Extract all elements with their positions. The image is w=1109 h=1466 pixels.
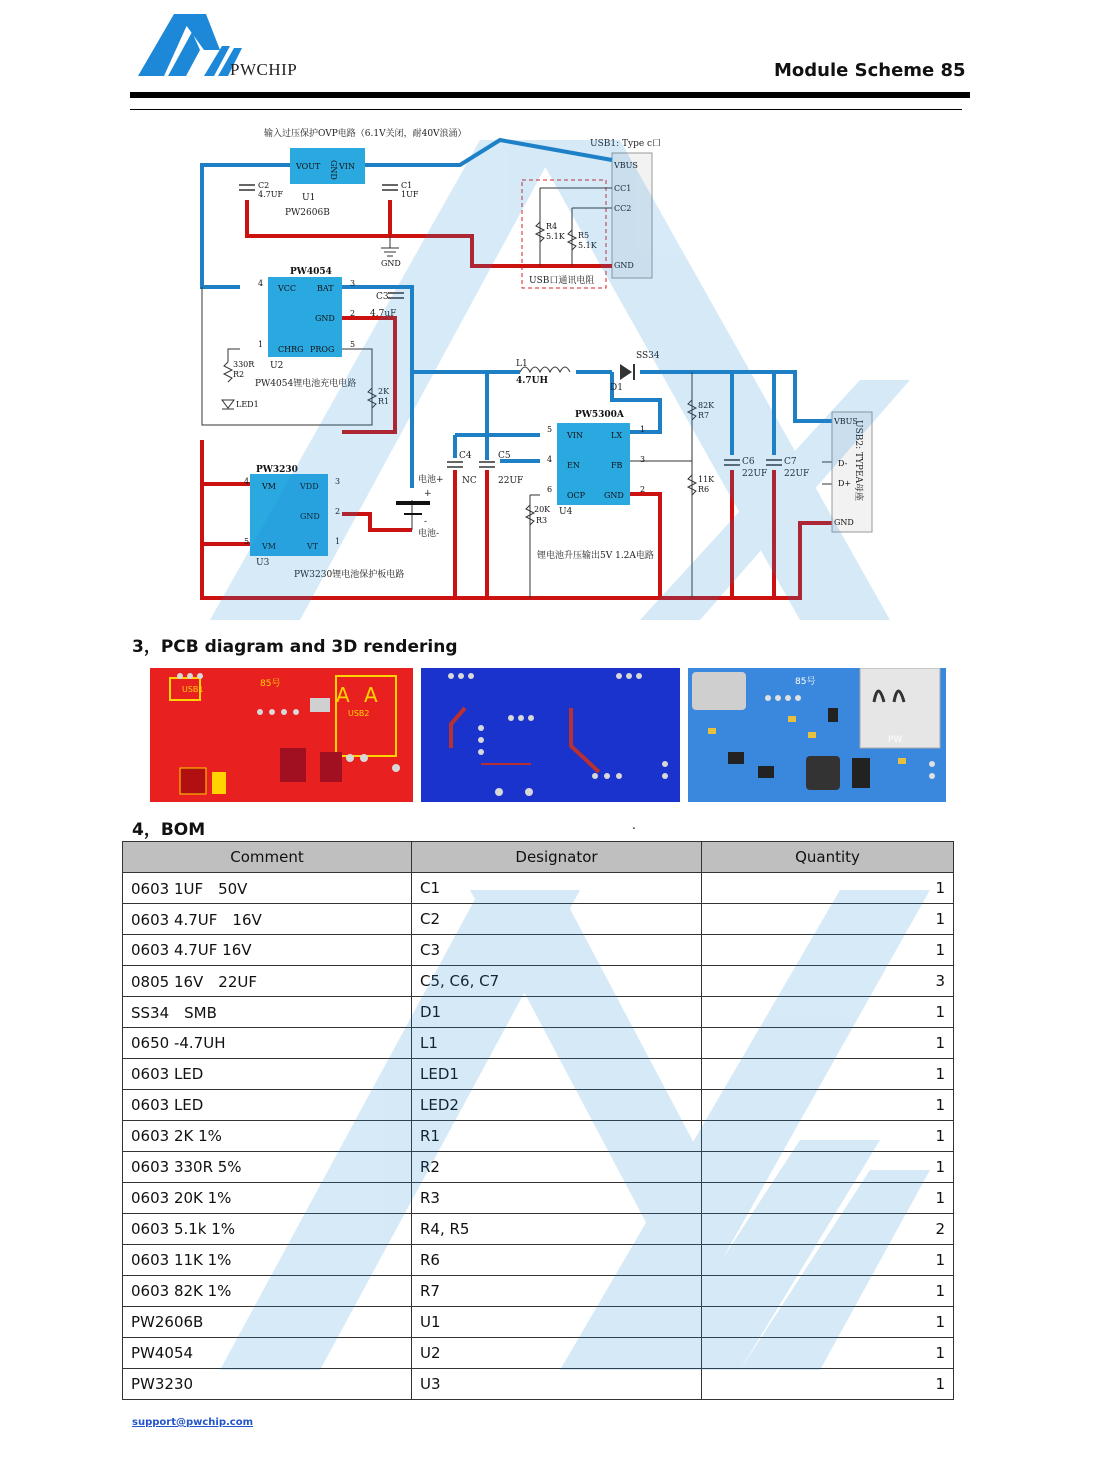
bom-row — [123, 1307, 954, 1338]
u4-pin-gnd: GND — [604, 491, 624, 500]
bom-row — [123, 904, 954, 935]
c2-value: 4.7UF — [258, 190, 284, 199]
bom-row — [123, 997, 954, 1028]
bom-cell-designator: R4, R5 — [412, 1214, 702, 1245]
bom-cell-designator: U3 — [412, 1369, 702, 1400]
circuit-schematic — [0, 0, 1109, 620]
u4-pinnum-3: 3 — [640, 455, 646, 464]
u1-pin-gnd: GND — [329, 160, 338, 180]
r6-value: 11K — [698, 475, 715, 484]
bom-row — [123, 1059, 954, 1090]
led1-ref: LED1 — [236, 400, 259, 409]
usb2-pin-dplus: D+ — [838, 479, 852, 488]
bom-cell-designator: U2 — [412, 1338, 702, 1369]
c7-ref: C7 — [784, 457, 797, 467]
bom-row — [123, 1214, 954, 1245]
pcb1-letter-a-left: A — [336, 683, 350, 707]
pcb1-usb1-label: USB1 — [182, 685, 204, 694]
r1-value: 2K — [378, 387, 390, 396]
bom-cell-quantity: 1 — [702, 1090, 954, 1121]
usb2-pin-vbus: VBUS — [834, 417, 858, 426]
bom-cell-designator: LED2 — [412, 1090, 702, 1121]
u4-pin-ocp: OCP — [567, 491, 586, 500]
bom-cell-designator: C1 — [412, 873, 702, 904]
r2-value: 330R — [233, 360, 255, 369]
bom-cell-comment: 0603 11K 1% — [123, 1245, 412, 1276]
r5-value: 5.1K — [578, 241, 597, 250]
bom-row — [123, 1276, 954, 1307]
bom-cell-comment: 0805 16V 22UF — [123, 966, 412, 997]
usb1-pin-cc2: CC2 — [614, 204, 632, 213]
u2-pinnum-1: 1 — [258, 340, 264, 349]
u4-pin-vin: VIN — [567, 431, 583, 440]
u1-pin-vout: VOUT — [296, 162, 321, 171]
u4-pinnum-1: 1 — [640, 425, 646, 434]
bom-row — [123, 1183, 954, 1214]
battery-plus-sign: + — [424, 489, 432, 499]
u3-pin-gnd: GND — [300, 512, 320, 521]
pcb3-pw-label: PW — [888, 735, 903, 745]
r2-ref: R2 — [233, 370, 245, 379]
u4-pinnum-6: 6 — [547, 485, 553, 494]
u2-name: PW4054 — [290, 267, 332, 277]
c1-value: 1UF — [401, 190, 419, 199]
pcb1-letter-a-right: A — [364, 683, 378, 707]
protect-caption: PW3230锂电池保护板电路 — [294, 570, 405, 580]
r6-ref: R6 — [698, 485, 710, 494]
bom-cell-comment: PW3230 — [123, 1369, 412, 1400]
u4-pinnum-4: 4 — [547, 455, 553, 464]
ovp-title: 输入过压保护OVP电路（6.1V关闭，耐40V浪涌） — [264, 129, 467, 139]
pcb3-board-number: 85号 — [795, 677, 816, 687]
pcb1-board-number: 85号 — [260, 679, 281, 689]
bom-cell-designator: R6 — [412, 1245, 702, 1276]
c3-value: 4.7uF — [370, 309, 397, 319]
bom-cell-quantity: 1 — [702, 1121, 954, 1152]
usb-cc-label: USB口通讯电阻 — [529, 276, 595, 286]
bom-row — [123, 966, 954, 997]
bom-row — [123, 1245, 954, 1276]
u2-pinnum-2: 2 — [350, 309, 356, 318]
boost-caption: 锂电池升压输出5V 1.2A电路 — [537, 551, 654, 561]
c5-value: 22UF — [498, 476, 524, 486]
bom-cell-designator: C2 — [412, 904, 702, 935]
usb2-label: USB2: TYPEA母座 — [853, 420, 863, 502]
l1-ref: L1 — [516, 359, 528, 369]
section3-title: 3，PCB diagram and 3D rendering — [132, 637, 458, 657]
usb1-pin-vbus: VBUS — [614, 161, 638, 170]
u3-pinnum-1: 1 — [335, 537, 341, 546]
bom-cell-comment: PW4054 — [123, 1338, 412, 1369]
u4-pin-lx: LX — [611, 431, 623, 440]
bom-cell-designator: R7 — [412, 1276, 702, 1307]
usb1-pin-cc1: CC1 — [614, 184, 632, 193]
bom-cell-comment: 0603 LED — [123, 1059, 412, 1090]
usb1-title: USB1: Type c口 — [590, 139, 662, 149]
bom-cell-designator: R2 — [412, 1152, 702, 1183]
c2-ref: C2 — [258, 181, 270, 190]
bom-cell-comment: 0603 82K 1% — [123, 1276, 412, 1307]
c4-ref: C4 — [459, 451, 472, 461]
r5-ref: R5 — [578, 231, 590, 240]
pcb-bottom-image — [421, 668, 680, 802]
u3-pinnum-4: 4 — [244, 477, 250, 486]
u2-pin-bat: BAT — [317, 284, 334, 293]
bom-cell-quantity: 2 — [702, 1214, 954, 1245]
r4-value: 5.1K — [546, 232, 565, 241]
c3-ref: C3 — [376, 292, 389, 302]
bom-cell-quantity: 1 — [702, 1338, 954, 1369]
u2-pinnum-4: 4 — [258, 279, 264, 288]
bom-table — [122, 841, 954, 1400]
bom-row — [123, 1090, 954, 1121]
u4-pinnum-2: 2 — [640, 485, 646, 494]
u3-pin-vt: VT — [307, 542, 319, 551]
bom-cell-quantity: 1 — [702, 873, 954, 904]
bom-cell-quantity: 1 — [702, 1245, 954, 1276]
r4-ref: R4 — [546, 222, 558, 231]
bom-cell-comment: 0603 330R 5% — [123, 1152, 412, 1183]
usb1-pin-gnd: GND — [614, 261, 634, 270]
r3-ref: R3 — [536, 516, 548, 525]
pcb1-usb2-label: USB2 — [348, 709, 370, 718]
bom-cell-comment: 0603 4.7UF 16V — [123, 904, 412, 935]
u2-pin-chrg: CHRG — [278, 345, 304, 354]
bom-cell-comment: 0603 1UF 50V — [123, 873, 412, 904]
bom-cell-quantity: 1 — [702, 1028, 954, 1059]
bom-cell-quantity: 1 — [702, 1059, 954, 1090]
u2-pinnum-3: 3 — [350, 279, 356, 288]
bom-cell-designator: D1 — [412, 997, 702, 1028]
bom-cell-quantity: 1 — [702, 997, 954, 1028]
usb2-pin-gnd: GND — [834, 518, 854, 527]
bom-row — [123, 873, 954, 904]
c6-ref: C6 — [742, 457, 755, 467]
bom-cell-designator: C5, C6, C7 — [412, 966, 702, 997]
u4-ref: U4 — [559, 507, 573, 517]
bom-cell-designator: R3 — [412, 1183, 702, 1214]
bom-cell-quantity: 1 — [702, 1307, 954, 1338]
u3-pinnum-3: 3 — [335, 477, 341, 486]
bom-cell-comment: 0603 20K 1% — [123, 1183, 412, 1214]
u3-pin-vm2: VM — [262, 542, 276, 551]
bom-cell-designator: U1 — [412, 1307, 702, 1338]
support-email-link[interactable]: support@pwchip.com — [132, 1417, 254, 1428]
battery-minus-sign: - — [424, 517, 428, 527]
bom-row — [123, 1121, 954, 1152]
bom-cell-quantity: 1 — [702, 1183, 954, 1214]
r7-ref: R7 — [698, 411, 710, 420]
bom-header-quantity: Quantity — [702, 842, 954, 873]
bom-header-comment: Comment — [123, 842, 412, 873]
bom-cell-designator: L1 — [412, 1028, 702, 1059]
u2-pinnum-5: 5 — [350, 340, 356, 349]
d1-part: SS34 — [636, 351, 660, 361]
u3-name: PW3230 — [256, 465, 298, 475]
bom-row — [123, 1028, 954, 1059]
pcb-3d-render-image — [688, 668, 946, 802]
gnd-label: GND — [381, 259, 401, 268]
bom-header-designator: Designator — [412, 842, 702, 873]
bom-cell-designator: LED1 — [412, 1059, 702, 1090]
u1-ref: U1 — [302, 193, 316, 203]
bom-header-row — [123, 842, 954, 873]
u3-ref: U3 — [256, 558, 270, 568]
u2-ref: U2 — [270, 361, 284, 371]
u4-pin-fb: FB — [611, 461, 623, 470]
u4-pin-en: EN — [567, 461, 580, 470]
bom-row — [123, 1338, 954, 1369]
u2-pin-gnd: GND — [315, 314, 335, 323]
bom-cell-comment: 0603 LED — [123, 1090, 412, 1121]
u3-pinnum-2: 2 — [335, 507, 341, 516]
c4-value: NC — [462, 476, 477, 486]
bom-cell-quantity: 1 — [702, 1369, 954, 1400]
bom-cell-comment: SS34 SMB — [123, 997, 412, 1028]
section4-title: 4，BOM — [132, 820, 206, 840]
u2-pin-vcc: VCC — [278, 284, 297, 293]
bom-cell-quantity: 1 — [702, 1276, 954, 1307]
bom-row — [123, 1369, 954, 1400]
battery-neg-label: 电池- — [418, 529, 440, 539]
u1-name: PW2606B — [285, 208, 330, 218]
c5-ref: C5 — [498, 451, 511, 461]
pcb-top-image — [150, 668, 413, 802]
bom-row — [123, 1152, 954, 1183]
r3-value: 20K — [534, 505, 551, 514]
bom-cell-comment: 0603 5.1k 1% — [123, 1214, 412, 1245]
bom-row — [123, 935, 954, 966]
u4-name: PW5300A — [575, 410, 624, 420]
c1-ref: C1 — [401, 181, 413, 190]
bom-cell-quantity: 1 — [702, 935, 954, 966]
u2-pin-prog: PROG — [310, 345, 335, 354]
bom-cell-comment: PW2606B — [123, 1307, 412, 1338]
brand-name: PWCHIP — [230, 60, 298, 79]
stray-dot: . — [632, 818, 636, 832]
battery-pos-label: 电池+ — [418, 475, 444, 485]
bom-cell-quantity: 1 — [702, 904, 954, 935]
bom-cell-comment: 0603 2K 1% — [123, 1121, 412, 1152]
charger-caption: PW4054锂电池充电电路 — [255, 379, 357, 389]
u3-pin-vdd: VDD — [300, 482, 319, 491]
c6-value: 22UF — [742, 469, 768, 479]
bom-cell-comment: 0603 4.7UF 16V — [123, 935, 412, 966]
bom-cell-designator: C3 — [412, 935, 702, 966]
usb2-pin-dminus: D- — [838, 459, 848, 468]
bom-cell-designator: R1 — [412, 1121, 702, 1152]
r1-ref: R1 — [378, 397, 390, 406]
l1-value: 4.7UH — [516, 376, 549, 386]
bom-cell-comment: 0650 -4.7UH — [123, 1028, 412, 1059]
d1-ref: D1 — [610, 383, 623, 393]
u3-pin-vm: VM — [262, 482, 276, 491]
bom-cell-quantity: 1 — [702, 1152, 954, 1183]
u4-pinnum-5: 5 — [547, 425, 553, 434]
u1-pin-vin: VIN — [339, 162, 355, 171]
document-title: Module Scheme 85 — [774, 60, 966, 81]
bom-cell-quantity: 3 — [702, 966, 954, 997]
u3-pinnum-5: 5 — [244, 537, 250, 546]
r7-value: 82K — [698, 401, 715, 410]
c7-value: 22UF — [784, 469, 810, 479]
